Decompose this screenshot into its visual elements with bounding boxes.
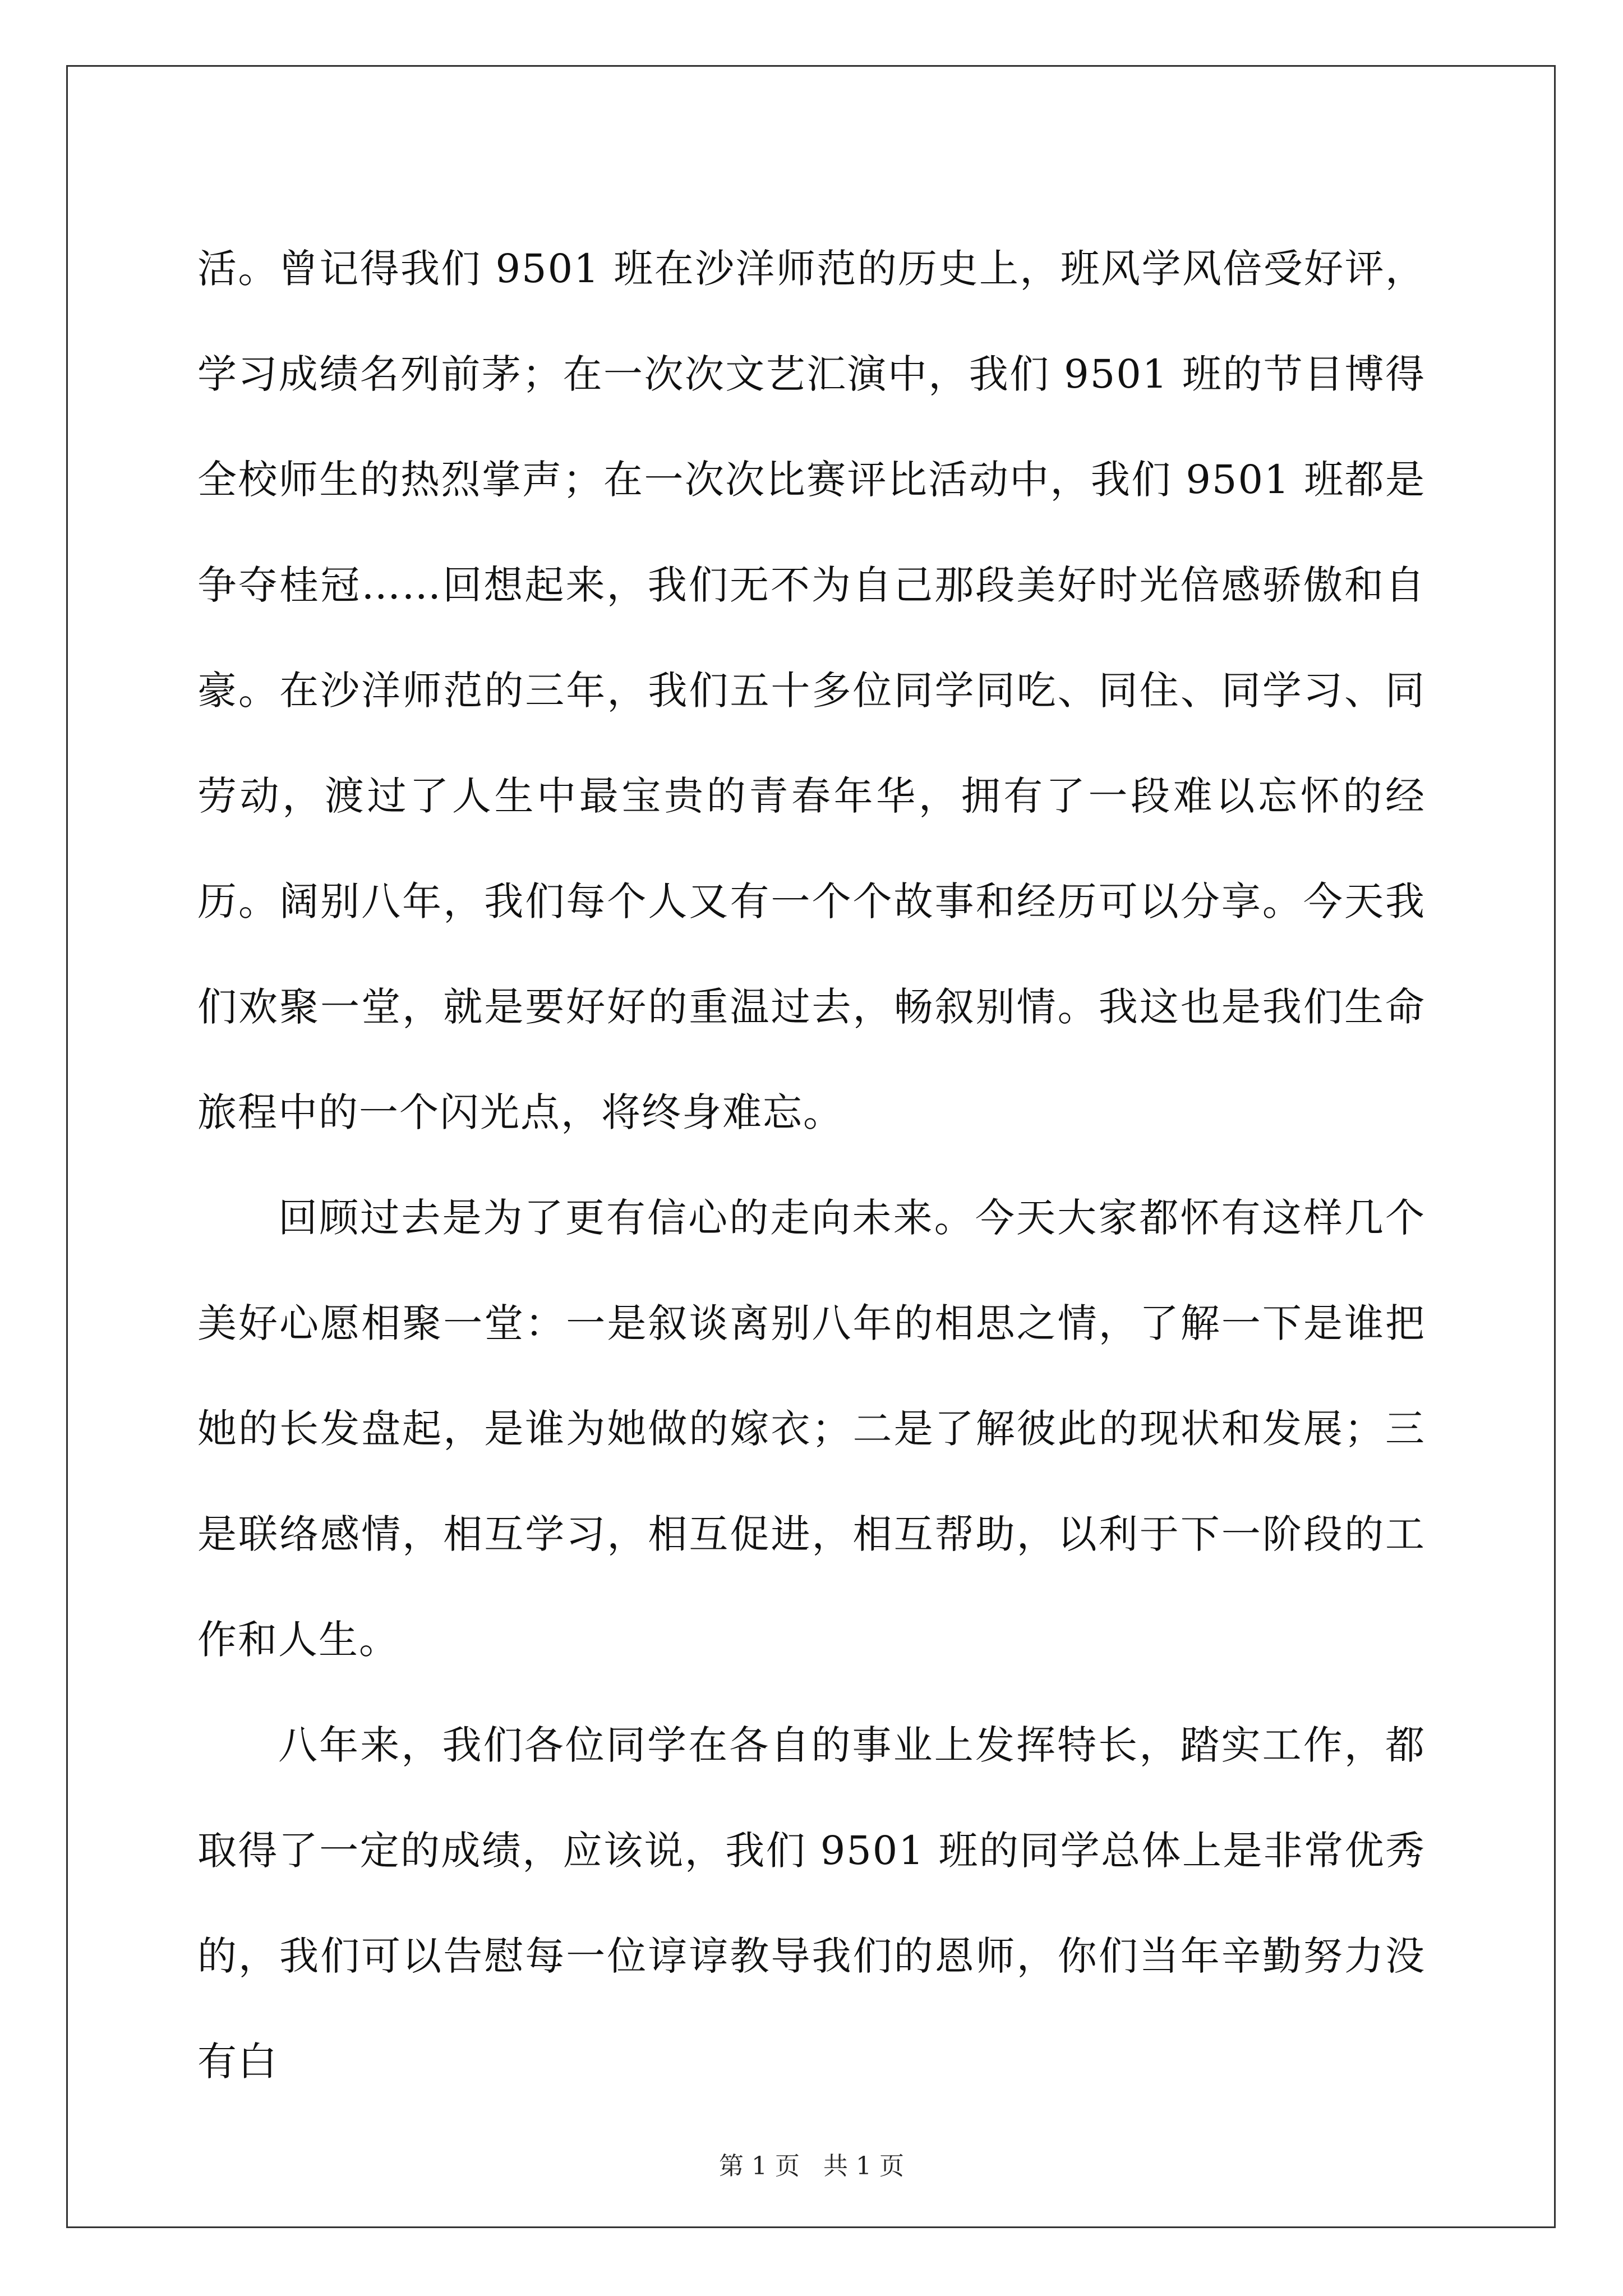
page-footer (0, 2150, 1623, 2183)
document-body (197, 216, 1426, 2114)
footer-spacer (800, 2152, 823, 2180)
paragraph-1: 活。曾记得我们 9501 班在沙洋师范的历史上，班风学风倍受好评，学习成绩名列前茅；在一次次文艺汇演中，我们 9501 班的节目博得全校师生的热烈掌声；在一次次比赛评比活动中，我们 9501 班都是争夺桂冠……回想起来，我们无不为自己那段美好时光倍感骄傲和自豪。在沙洋师范的三年，我们五十多位同学同吃、同住、同学习、同劳动，渡过了人生中最宝贵的青春年华，拥有了一段难以忘怀的经历。阔别八年，我们每个人又有一个个故事和经历可以分享。今天我们欢聚一堂，就是要好好的重温过去，畅叙别情。我这也是我们生命旅程中的一个闪光点，将终身难忘。 (197, 246, 1426, 1135)
paragraph-2: 回顾过去是为了更有信心的走向未来。今天大家都怀有这样几个美好心愿相聚一堂：一是叙谈离别八年的相思之情，了解一下是谁把她的长发盘起，是谁为她做的嫁衣；二是了解彼此的现状和发展；三是联络感情，相互学习，相互促进，相互帮助，以利于下一阶段的工作和人生。 (197, 1195, 1426, 1663)
page-total: 共 1 页 (823, 2152, 904, 2180)
paragraph-3: 八年来，我们各位同学在各自的事业上发挥特长，踏实工作，都取得了一定的成绩，应该说，我们 9501 班的同学总体上是非常优秀的，我们可以告慰每一位谆谆教导我们的恩师，你们当年辛勤努力没有白 (197, 1722, 1426, 2085)
page-number: 第 1 页 (719, 2152, 800, 2180)
